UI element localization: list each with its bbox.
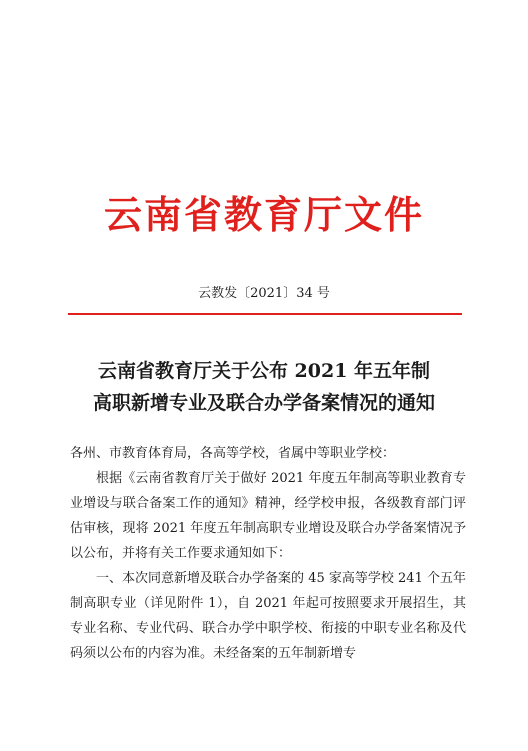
red-divider-line — [68, 313, 462, 315]
document-masthead: 云南省教育厅文件 — [103, 192, 424, 237]
document-title — [0, 357, 528, 417]
document-title-line-2: 高职新增专业及联合办学备案情况的通知 — [92, 392, 435, 414]
document-number: 云教发〔2021〕34 号 — [198, 286, 330, 301]
body-paragraph-2: 一、本次同意新增及联合办学备案的 45 家高等学校 241 个五年制高职专业（详见附件 1），自 2021 年起可按照要求开展招生，其专业名称、专业代码、联合办学中职学校、衔接的中职专业名称及代码须以公布的内容为准。未经备案的五年制新增专 — [70, 571, 466, 661]
document-title-line-1: 云南省教育厅关于公布 2021 年五年制 — [97, 360, 431, 382]
body-paragraph-1: 根据《云南省教育厅关于做好 2021 年度五年制高等职业教育专业增设与联合备案工作的通知》精神，经学校申报，各级教育部门评估审核，现将 2021 年度五年制高职专业增设及联合办学备案情况予以公布，并将有关工作要求通知如下： — [70, 471, 466, 561]
salutation: 各州、市教育体育局，各高等学校，省属中等职业学校： — [70, 446, 396, 461]
document-body — [70, 441, 466, 666]
